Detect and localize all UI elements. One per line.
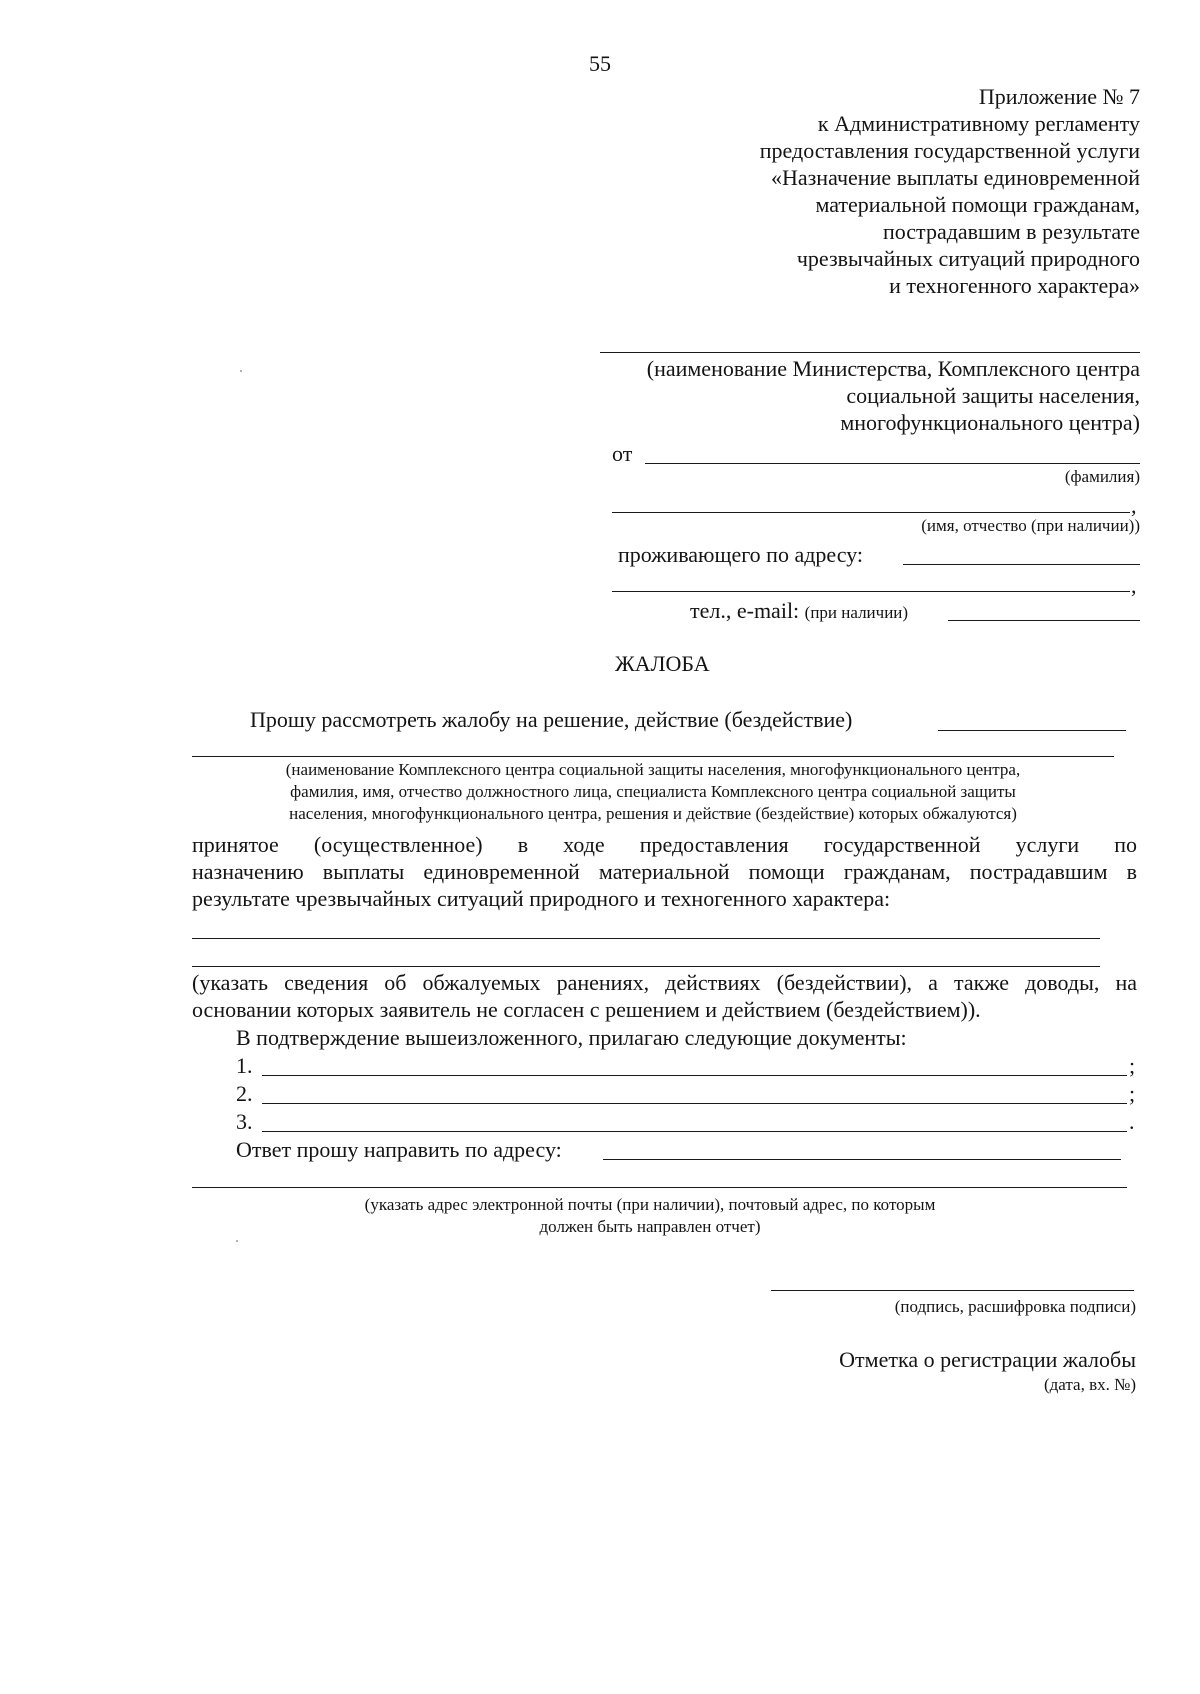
subject-field[interactable]	[192, 756, 1114, 757]
registration-caption: (дата, вх. №)	[1043, 1375, 1136, 1394]
comma: ,	[1131, 493, 1137, 518]
list-end-mark: .	[1129, 1109, 1135, 1134]
reply-caption-line: (указать адрес электронной почты (при наличии), почтовый адрес, по которым	[364, 1195, 936, 1214]
surname-caption: (фамилия)	[1064, 467, 1140, 486]
body-paragraph	[192, 831, 1137, 912]
page-number: 55	[589, 51, 611, 76]
phone-field[interactable]	[948, 620, 1140, 621]
org-caption	[560, 355, 1140, 436]
reply-caption	[250, 1194, 1050, 1238]
appendix-line: пострадавшим в результате	[882, 219, 1140, 244]
document-field[interactable]	[262, 1103, 1127, 1104]
details-caption-line: (указать сведения об обжалуемых ранениях, действиях (бездействии), а также доводы, на	[192, 970, 1137, 995]
document-field[interactable]	[262, 1131, 1127, 1132]
document-field[interactable]	[262, 1075, 1127, 1076]
name-field[interactable]	[612, 512, 1130, 513]
scan-speck	[236, 1240, 238, 1242]
name-caption: (имя, отчество (при наличии))	[921, 516, 1140, 535]
document-number: 1.	[236, 1053, 253, 1078]
comma: ,	[1131, 573, 1137, 598]
document-number: 3.	[236, 1109, 253, 1134]
details-caption	[192, 969, 1137, 1023]
reply-caption-line: должен быть направлен отчет)	[539, 1217, 761, 1236]
appendix-line: чрезвычайных ситуаций природного	[796, 246, 1140, 271]
signature-field[interactable]	[771, 1290, 1134, 1291]
list-end-mark: ;	[1129, 1081, 1136, 1106]
list-end-mark: ;	[1129, 1053, 1136, 1078]
from-label: от	[612, 441, 633, 466]
subject-caption-line: фамилия, имя, отчество должностного лица, специалиста Комплексного центра социальной защиты	[290, 782, 1016, 801]
phone-label: тел., e-mail:	[690, 598, 800, 623]
reply-label: Ответ прошу направить по адресу:	[236, 1137, 562, 1162]
reply-address-field[interactable]	[603, 1159, 1121, 1160]
reply-address-field-2[interactable]	[192, 1187, 1127, 1188]
scan-speck	[240, 370, 242, 372]
appendix-line: к Административному регламенту	[817, 111, 1140, 136]
org-caption-line: многофункционального центра)	[840, 410, 1140, 435]
address-field-2[interactable]	[612, 591, 1130, 592]
signature-caption: (подпись, расшифровка подписи)	[894, 1297, 1136, 1316]
appendix-line: предоставления государственной услуги	[759, 138, 1140, 163]
subject-caption-line: (наименование Комплексного центра социальной защиты населения, многофункционального центра,	[285, 760, 1021, 779]
subject-caption	[192, 759, 1114, 825]
body-line: назначению выплаты единовременной материальной помощи гражданам, пострадавшим в	[192, 859, 1137, 884]
appendix-line: и техногенного характера»	[889, 273, 1140, 298]
appendix-line: Приложение № 7	[978, 84, 1140, 109]
details-field-2[interactable]	[192, 966, 1100, 967]
documents-intro: В подтверждение вышеизложенного, прилагаю следующие документы:	[236, 1025, 907, 1050]
request-field[interactable]	[938, 730, 1126, 731]
details-field[interactable]	[192, 938, 1100, 939]
address-label: проживающего по адресу:	[618, 542, 864, 567]
surname-field[interactable]	[645, 463, 1140, 464]
phone-note: (при наличии)	[804, 603, 909, 622]
org-caption-line: (наименование Министерства, Комплексного центра	[646, 356, 1140, 381]
address-field[interactable]	[903, 564, 1140, 565]
appendix-line: «Назначение выплаты единовременной	[770, 165, 1140, 190]
request-line: Прошу рассмотреть жалобу на решение, действие (бездействие)	[250, 707, 853, 732]
registration-label: Отметка о регистрации жалобы	[839, 1347, 1136, 1372]
subject-caption-line: населения, многофункционального центра, решения и действие (бездействие) которых обжалуются)	[289, 804, 1017, 823]
details-caption-line: основании которых заявитель не согласен с решением и действием (бездействием)).	[192, 997, 981, 1022]
appendix-line: материальной помощи гражданам,	[815, 192, 1140, 217]
phone-row	[690, 597, 908, 624]
body-line: принятое (осуществленное) в ходе предоставления государственной услуги по	[192, 832, 1137, 857]
org-name-field[interactable]	[600, 352, 1140, 353]
document-number: 2.	[236, 1081, 253, 1106]
org-caption-line: социальной защиты населения,	[846, 383, 1140, 408]
document-title: ЖАЛОБА	[615, 651, 710, 676]
body-line: результате чрезвычайных ситуаций природного и техногенного характера:	[192, 886, 891, 911]
appendix-header	[600, 83, 1140, 299]
